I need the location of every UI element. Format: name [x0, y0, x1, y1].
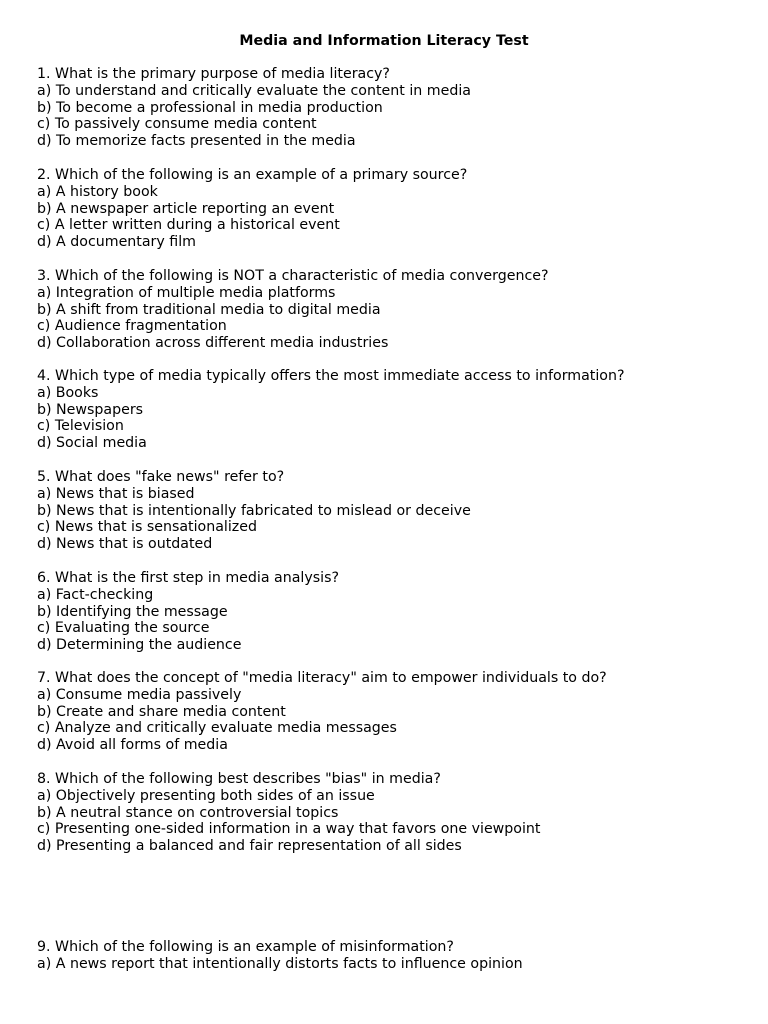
answer-option: a) Books: [37, 384, 99, 401]
question-prompt: 5. What does "fake news" refer to?: [37, 469, 285, 485]
question-prompt: 4. Which type of media typically offers the most immediate access to information?: [37, 368, 625, 384]
question-8: [37, 771, 737, 855]
question-9: [37, 939, 737, 973]
question-prompt: 1. What is the primary purpose of media literacy?: [37, 66, 390, 82]
answer-option: d) Determining the audience: [37, 637, 242, 654]
answer-option: b) Newspapers: [37, 401, 144, 418]
question-5: [37, 469, 737, 553]
answer-option: b) News that is intentionally fabricated to mislead or deceive: [37, 502, 471, 519]
answer-option: a) A history book: [37, 183, 158, 200]
answer-option: d) A documentary film: [37, 234, 196, 251]
answer-option: a) Objectively presenting both sides of an issue: [37, 787, 375, 804]
answer-option: c) Analyze and critically evaluate media messages: [37, 720, 397, 737]
answer-option: c) A letter written during a historical event: [37, 217, 340, 234]
answer-option: a) Fact-checking: [37, 586, 154, 603]
answer-option: b) A newspaper article reporting an event: [37, 200, 335, 217]
answer-option: d) Social media: [37, 435, 147, 452]
question-3: [37, 268, 737, 352]
answer-option: b) Create and share media content: [37, 703, 286, 720]
question-prompt: 7. What does the concept of "media literacy" aim to empower individuals to do?: [37, 670, 607, 686]
question-4: [37, 368, 737, 452]
question-1: [37, 66, 737, 150]
question-prompt: 3. Which of the following is NOT a characteristic of media convergence?: [37, 268, 549, 284]
answer-option: a) A news report that intentionally distorts facts to influence opinion: [37, 955, 523, 972]
answer-option: a) Integration of multiple media platforms: [37, 284, 336, 301]
question-prompt: 6. What is the first step in media analysis?: [37, 570, 340, 586]
answer-option: c) Presenting one-sided information in a way that favors one viewpoint: [37, 821, 541, 838]
answer-option: b) A neutral stance on controversial topics: [37, 804, 339, 821]
question-6: [37, 570, 737, 654]
answer-option: a) Consume media passively: [37, 686, 242, 703]
answer-option: d) News that is outdated: [37, 536, 213, 553]
answer-option: c) To passively consume media content: [37, 116, 317, 133]
answer-option: d) Collaboration across different media industries: [37, 335, 389, 352]
answer-option: d) Presenting a balanced and fair representation of all sides: [37, 838, 462, 855]
question-7: [37, 670, 737, 754]
answer-option: c) Evaluating the source: [37, 620, 210, 637]
answer-option: b) Identifying the message: [37, 603, 228, 620]
question-prompt: 8. Which of the following best describes "bias" in media?: [37, 771, 441, 787]
answer-option: b) To become a professional in media production: [37, 99, 383, 116]
answer-option: c) Audience fragmentation: [37, 318, 227, 335]
question-2: [37, 167, 737, 251]
answer-option: b) A shift from traditional media to digital media: [37, 301, 381, 318]
answer-option: a) News that is biased: [37, 485, 195, 502]
document-title: Media and Information Literacy Test: [239, 33, 529, 49]
question-prompt: 9. Which of the following is an example of misinformation?: [37, 939, 454, 955]
answer-option: d) To memorize facts presented in the media: [37, 133, 356, 150]
question-prompt: 2. Which of the following is an example of a primary source?: [37, 167, 468, 183]
answer-option: a) To understand and critically evaluate the content in media: [37, 82, 471, 99]
answer-option: c) News that is sensationalized: [37, 519, 257, 536]
answer-option: c) Television: [37, 418, 124, 435]
answer-option: d) Avoid all forms of media: [37, 737, 228, 754]
